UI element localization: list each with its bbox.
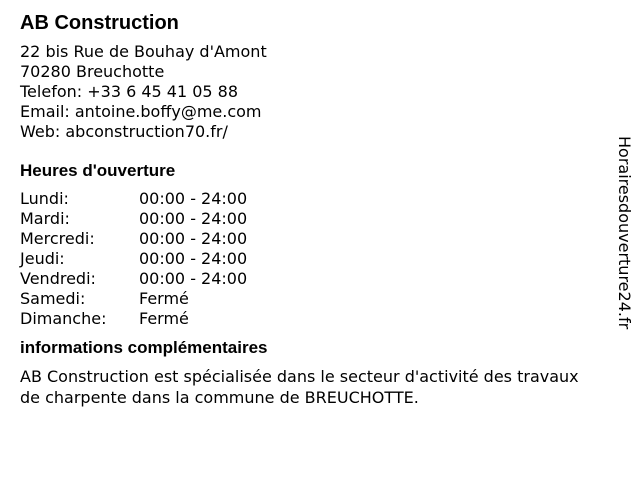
phone-text: Telefon: +33 6 45 41 05 88 bbox=[20, 82, 239, 101]
web-text: Web: abconstruction70.fr/ bbox=[20, 122, 228, 141]
day-label: Vendredi: bbox=[20, 269, 96, 288]
day-label: Mercredi: bbox=[20, 229, 95, 248]
day-hours: 00:00 - 24:00 bbox=[139, 269, 248, 288]
info-description: AB Construction est spécialisée dans le secteur d'activité des travaux de charpente dans la commune de BREUCHOTTE. bbox=[20, 367, 579, 407]
hours-row-tuesday bbox=[20, 209, 600, 229]
hours-row-saturday bbox=[20, 289, 600, 309]
hours-row-thursday bbox=[20, 249, 600, 269]
day-label: Dimanche: bbox=[20, 309, 107, 328]
contact-block bbox=[20, 42, 600, 142]
hours-row-sunday bbox=[20, 309, 600, 329]
day-hours: Fermé bbox=[139, 309, 189, 328]
business-card bbox=[20, 10, 600, 408]
day-hours: 00:00 - 24:00 bbox=[139, 229, 248, 248]
day-label: Lundi: bbox=[20, 189, 69, 208]
hours-heading: Heures d'ouverture bbox=[20, 161, 176, 180]
day-hours: Fermé bbox=[139, 289, 189, 308]
hours-row-wednesday bbox=[20, 229, 600, 249]
day-hours: 00:00 - 24:00 bbox=[139, 189, 248, 208]
business-name: AB Construction bbox=[20, 12, 179, 34]
day-label: Mardi: bbox=[20, 209, 70, 228]
site-watermark: Horairesdouverture24.fr bbox=[615, 136, 634, 330]
info-heading: informations complémentaires bbox=[20, 338, 268, 357]
day-hours: 00:00 - 24:00 bbox=[139, 249, 248, 268]
address-city: 70280 Breuchotte bbox=[20, 62, 165, 81]
address-street: 22 bis Rue de Bouhay d'Amont bbox=[20, 42, 267, 61]
day-label: Samedi: bbox=[20, 289, 86, 308]
email-text: Email: antoine.boffy@me.com bbox=[20, 102, 262, 121]
day-label: Jeudi: bbox=[20, 249, 65, 268]
day-hours: 00:00 - 24:00 bbox=[139, 209, 248, 228]
hours-row-friday bbox=[20, 269, 600, 289]
hours-row-monday bbox=[20, 189, 600, 209]
hours-table bbox=[20, 189, 600, 329]
